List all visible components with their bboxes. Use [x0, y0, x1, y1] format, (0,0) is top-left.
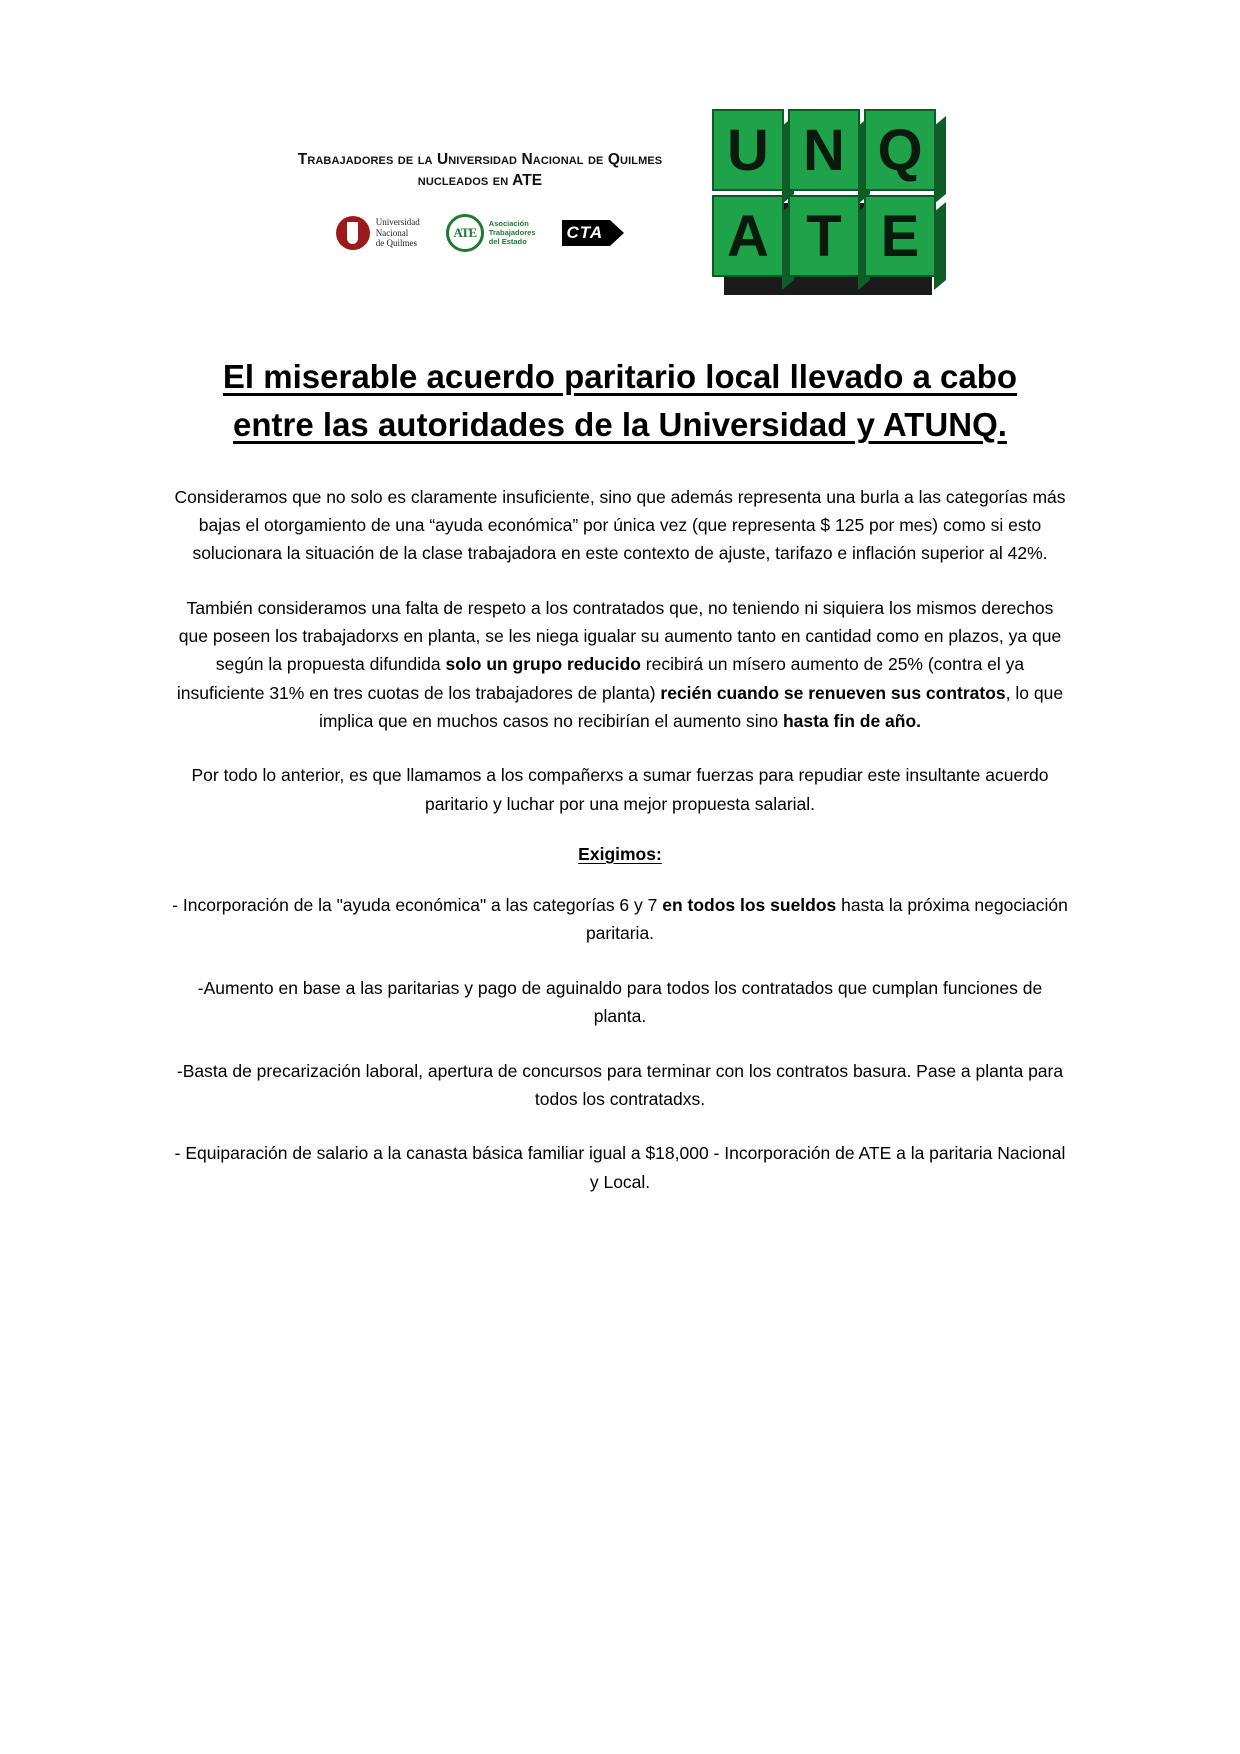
- document-body: [170, 449, 1070, 1196]
- block-letter-q: Q: [864, 109, 936, 191]
- demand-item: [170, 1057, 1070, 1114]
- block-letter-e: E: [864, 195, 936, 277]
- demands-list: [170, 891, 1070, 1196]
- body-text: Por todo lo anterior, es que llamamos a los compañerxs a sumar fuerzas para repudiar este insultante acuerdo paritario y luchar por una mejor propuesta salarial.: [191, 765, 1049, 814]
- demand-item: [170, 891, 1070, 948]
- ate-logo-line1: Asociación: [488, 219, 529, 229]
- body-text: - Incorporación de la "ayuda económica" a las categorías 6 y 7: [172, 895, 663, 916]
- body-text: -Basta de precarización laboral, apertura de concursos para terminar con los contratos basura. Pase a planta para todos los contratadxs.: [176, 1060, 1064, 1109]
- unq-logo-line2: Nacional: [375, 227, 409, 238]
- paragraph-list: [170, 483, 1070, 818]
- body-text: , lo que implica que en muchos casos no recibirían el aumento sino: [318, 682, 1064, 732]
- partner-logos-row: [336, 214, 624, 252]
- paragraph: [170, 761, 1070, 818]
- demand-item: [170, 1139, 1070, 1196]
- unq-logo-line3: de Quilmes: [375, 238, 418, 249]
- emphasis-text: hasta fin de año.: [782, 711, 922, 732]
- body-text: También consideramos una falta de respeto a los contratados que, no teniendo ni siquiera los mismos derechos que poseen los trabajadorxs en planta, se les niega igualar su aumento tanto en cantidad como en plazos, ya que según la propuesta difundida: [178, 597, 1062, 675]
- unq-emblem-icon: [336, 216, 370, 250]
- unq-logo-line1: Universidad: [375, 216, 420, 227]
- body-text: - Equiparación de salario a la canasta básica familiar igual a $18,000 - Incorporación de ATE a la paritaria Nacional y Local.: [174, 1143, 1066, 1192]
- emphasis-text: solo un grupo reducido: [445, 654, 641, 675]
- demand-item: [170, 974, 1070, 1031]
- block-letter-t: T: [788, 195, 860, 277]
- paragraph: [170, 483, 1070, 568]
- paragraph: [170, 594, 1070, 736]
- page-title-line1: El miserable acuerdo paritario local llevado a cabo: [222, 358, 1018, 395]
- ate-union-logo: [446, 214, 536, 252]
- ate-emblem-icon: ATE: [446, 214, 484, 252]
- ate-logo-line3: del Estado: [488, 237, 527, 247]
- document-header: [0, 0, 1240, 305]
- page-title: [190, 353, 1050, 449]
- unq-ate-block-logo: [700, 95, 990, 305]
- page-title-line2: entre las autoridades de la Universidad y ATUNQ.: [233, 405, 1007, 443]
- emphasis-text: recién cuando se renueven sus contratos: [660, 682, 1006, 703]
- organization-name: [298, 150, 662, 192]
- demands-heading: Exigimos:: [578, 844, 662, 865]
- ate-logo-text: [489, 219, 536, 246]
- body-text: -Aumento en base a las paritarias y pago de aguinaldo para todos los contratados que cumplan funciones de planta.: [197, 977, 1043, 1027]
- header-left-block: [290, 95, 670, 252]
- ate-logo-line2: Trabajadores: [488, 228, 536, 238]
- unq-university-logo: [336, 216, 420, 250]
- body-text: Consideramos que no solo es claramente insuficiente, sino que además representa una burla a las categorías más bajas el otorgamiento de una “ayuda económica” por única vez (que representa $ 125 por mes) como si esto solucionara la situación de la clase trabajadora en este contexto de ajuste, tarifazo e inflación superior al 42%.: [174, 486, 1066, 564]
- block-letter-n: N: [788, 109, 860, 191]
- cta-union-logo: [562, 220, 625, 246]
- emphasis-text: en todos los sueldos: [662, 895, 837, 916]
- block-letter-u: U: [712, 109, 784, 191]
- organization-name-line2: nucleados en ATE: [417, 171, 543, 189]
- body-text: hasta la próxima negociación paritaria.: [585, 895, 1068, 944]
- cta-arrow-icon: [610, 220, 624, 246]
- unq-logo-text: [376, 217, 420, 249]
- organization-name-line1: Trabajadores de la Universidad Nacional de Quilmes: [297, 151, 663, 168]
- body-text: recibirá un mísero aumento de 25% (contra el ya insuficiente 31% en tres cuotas de los trabajadores de planta): [176, 654, 1025, 703]
- block-letter-a: A: [712, 195, 784, 277]
- cta-logo-text: CTA: [562, 220, 611, 246]
